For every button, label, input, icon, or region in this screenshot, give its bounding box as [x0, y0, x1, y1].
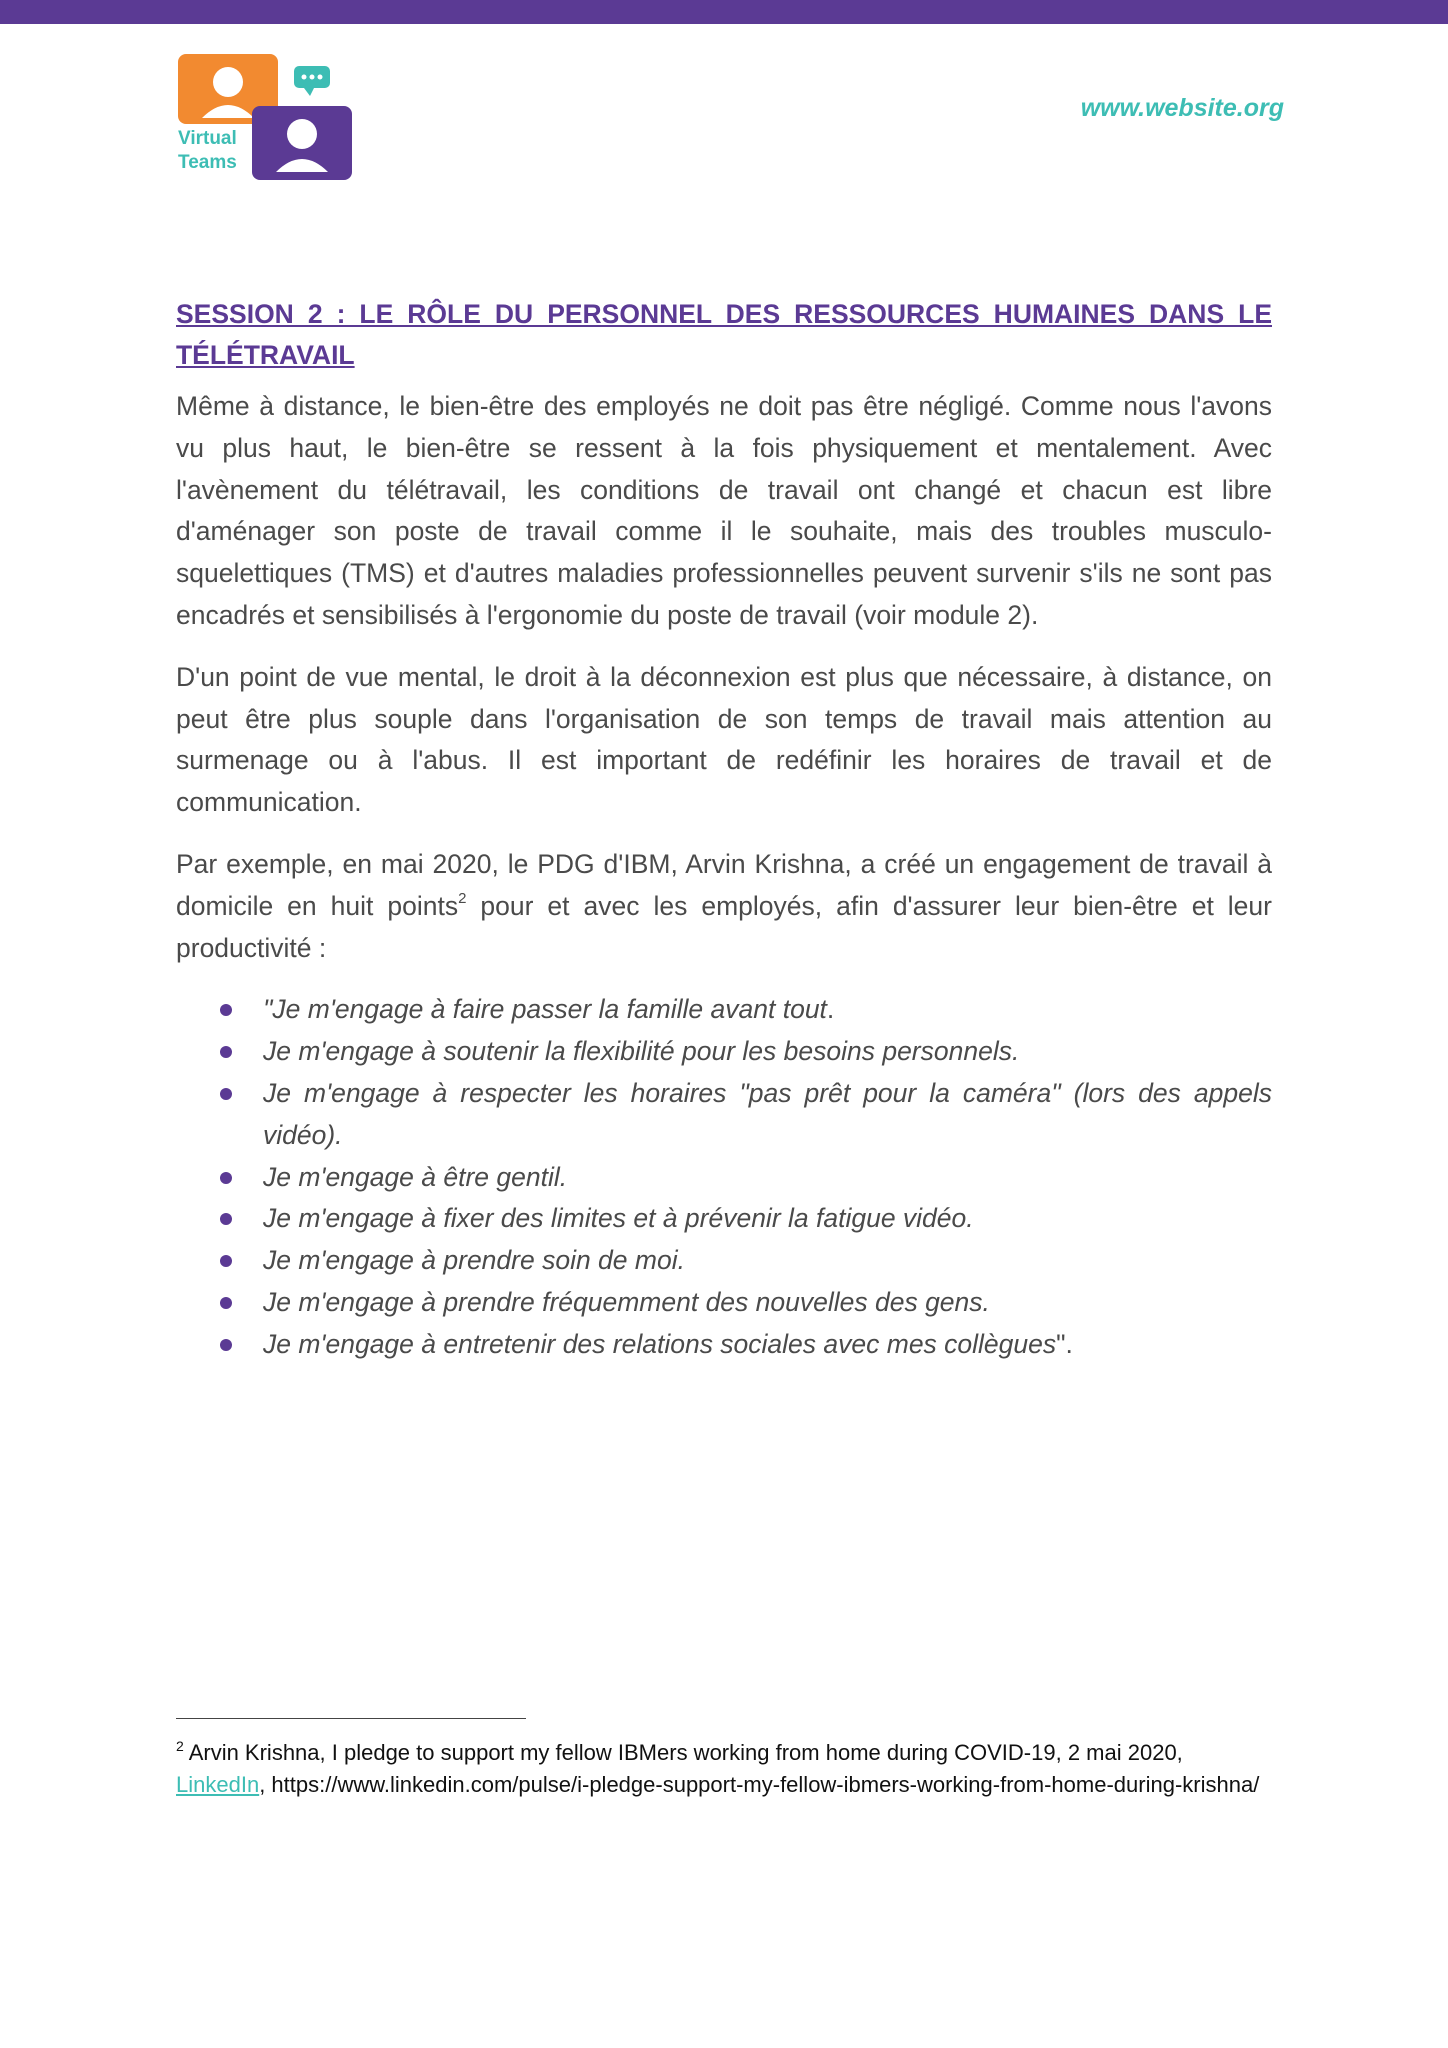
footnote — [176, 1738, 1272, 1800]
logo-line1: Virtual — [178, 128, 237, 149]
mental-paragraph: D'un point de vue mental, le droit à la déconnexion est plus que nécessaire, à distance, on peut être plus souple dans l'organisation de son temps de travail mais attention au surmenage ou à l'abus. Il est important de redéfinir les horaires de travail et de communication. — [176, 661, 1272, 818]
linkedin-link[interactable]: LinkedIn — [176, 1772, 260, 1797]
example-paragraph — [176, 844, 1272, 969]
bullet-icon — [220, 1046, 232, 1058]
website-url[interactable]: www.website.org — [1080, 94, 1284, 122]
example-text: Par exemple, en mai 2020, le PDG d'IBM, Arvin Krishna, a créé un engagement de travail à domicile en huit points — [176, 848, 1272, 921]
list-item: Je m'engage à fixer des limites et à prévenir la fatigue vidéo. — [176, 1198, 1272, 1240]
list-item: Je m'engage à être gentil. — [176, 1157, 1272, 1199]
footnote-number: 2 — [176, 1738, 184, 1754]
bullet-icon — [220, 1339, 232, 1351]
main-content — [176, 294, 1272, 1366]
bullet-icon — [220, 1088, 232, 1100]
intro-paragraph: Même à distance, le bien-être des employés ne doit pas être négligé. Comme nous l'avons vu plus haut, le bien-être se ressent à la fois physiquement et mentalement. Avec l'avènement du télétravail, les conditions de travail ont changé et chacun est libre d'aménager son poste de travail comme il le souhaite, mais des troubles musculo-squelettiques (TMS) et d'autres maladies professionnelles peuvent survenir s'ils ne sont pas encadrés et sensibilisés à l'ergonomie du poste de travail (voir module 2). — [176, 391, 1272, 630]
list-item: Je m'engage à respecter les horaires "pas prêt pour la caméra" (lors des appels vidéo). — [176, 1073, 1272, 1157]
bullet-icon — [220, 1213, 232, 1225]
list-item: "Je m'engage à faire passer la famille avant tout. — [176, 989, 1272, 1031]
list-item: Je m'engage à entretenir des relations sociales avec mes collègues". — [176, 1324, 1272, 1366]
bullet-icon — [220, 1255, 232, 1267]
bullet-icon — [220, 1297, 232, 1309]
footnote-reference[interactable]: 2 — [458, 889, 467, 907]
bullet-icon — [220, 1172, 232, 1184]
top-accent-bar — [0, 0, 1448, 24]
footnote-separator — [176, 1718, 526, 1719]
list-item: Je m'engage à soutenir la flexibilité pour les besoins personnels. — [176, 1031, 1272, 1073]
bullet-icon — [220, 1004, 232, 1016]
virtual-teams-logo — [176, 52, 354, 182]
list-item: Je m'engage à prendre soin de moi. — [176, 1240, 1272, 1282]
list-item: Je m'engage à prendre fréquemment des nouvelles des gens. — [176, 1282, 1272, 1324]
logo-line2: Teams — [178, 152, 237, 173]
footnote-text: Arvin Krishna, I pledge to support my fellow IBMers working from home during COVID-19, 2 mai 2020, — [183, 1740, 1183, 1765]
session-title: SESSION 2 : LE RÔLE DU PERSONNEL DES RESSOURCES HUMAINES DANS LE TÉLÉTRAVAIL — [176, 299, 1272, 370]
pledge-list — [176, 989, 1272, 1365]
footnote-url[interactable]: , https://www.linkedin.com/pulse/i-pledge-support-my-fellow-ibmers-working-from-home-during-krishna/ — [259, 1772, 1260, 1797]
example-text-end: pour et avec les employés, afin d'assurer leur bien-être et leur productivité : — [176, 890, 1272, 963]
